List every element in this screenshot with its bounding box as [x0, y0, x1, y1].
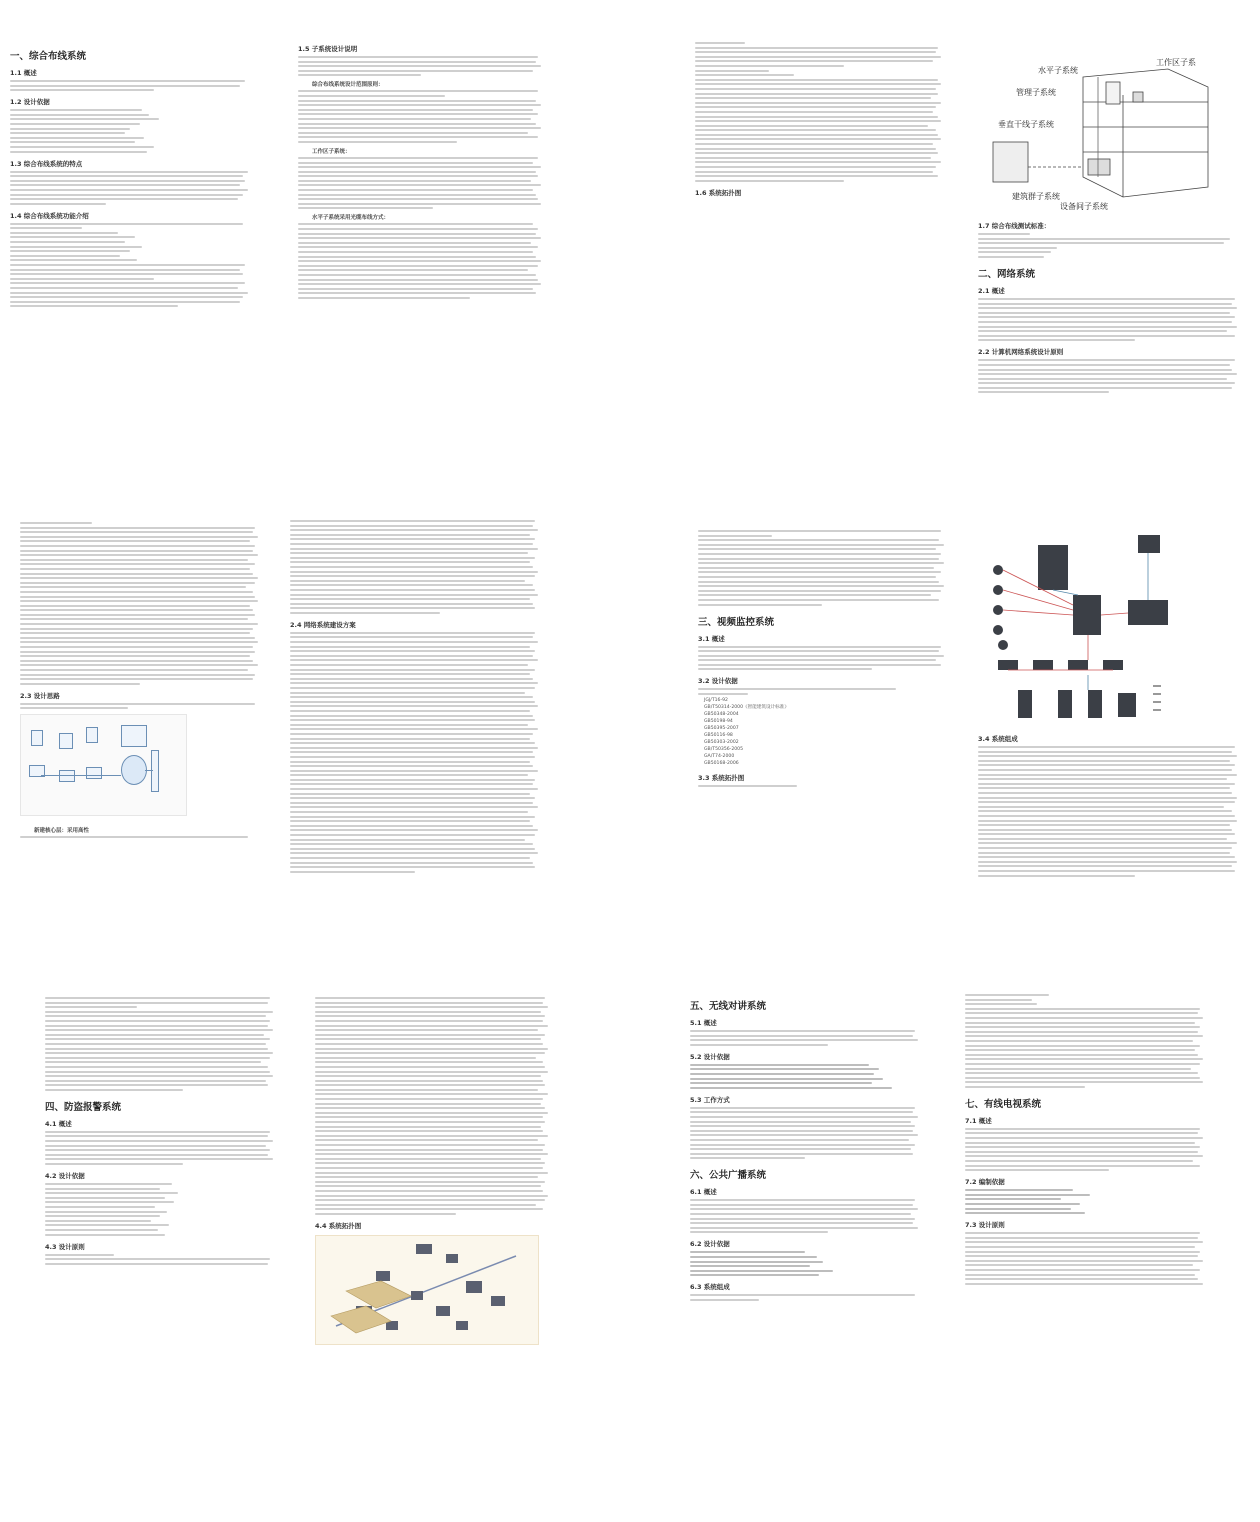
paragraph — [298, 90, 543, 143]
paragraph — [965, 994, 1205, 1088]
list-item: GB/T50356-2005 — [704, 747, 744, 753]
section-title: 三、视频监控系统 — [698, 616, 775, 628]
section-heading: 1.3 综合布线系统的特点 — [10, 159, 83, 168]
section-heading: 1.6 系统拓扑图 — [695, 188, 742, 197]
section-title: 五、无线对讲系统 — [690, 1001, 767, 1012]
paragraph — [978, 298, 1240, 341]
page-9 — [45, 995, 275, 1268]
building-diagram-svg — [978, 47, 1233, 215]
surveillance-diagram-svg — [978, 525, 1198, 720]
paragraph — [298, 56, 543, 76]
paragraph — [978, 359, 1240, 393]
paragraph — [20, 522, 260, 685]
bullet-heading: 综合布线系统设计范围原则： — [312, 82, 384, 89]
diagram-label: 垂直干线子系统 — [998, 120, 1054, 129]
section-heading: 3.1 概述 — [698, 634, 725, 643]
diagram-label: 管理子系统 — [1016, 88, 1056, 97]
section-heading: 7.1 概述 — [965, 1116, 992, 1125]
section-title: 七、有线电视系统 — [965, 1098, 1042, 1110]
list-item: GB50303-2002 — [704, 740, 739, 746]
paragraph — [298, 157, 543, 210]
section-heading: 3.2 设计依据 — [698, 677, 738, 686]
page-1 — [10, 40, 250, 310]
paragraph — [20, 703, 260, 710]
paragraph — [965, 1232, 1205, 1285]
paragraph — [45, 1131, 275, 1165]
list-item: JGJ/T16-92 — [704, 698, 728, 704]
section-heading: 4.3 设计原则 — [45, 1242, 85, 1251]
switch-icon — [151, 750, 159, 792]
list-item: GA/T74-2000 — [704, 754, 735, 760]
client-icon — [59, 770, 75, 782]
page-11 — [690, 990, 920, 1304]
paragraph — [315, 997, 550, 1215]
paragraph — [10, 171, 250, 205]
page-2 — [298, 38, 543, 302]
paragraph — [965, 1189, 1205, 1214]
diagram-label: 建筑群子系统 — [1012, 192, 1060, 201]
list-item: GB50198-94 — [704, 719, 733, 725]
server-icon — [59, 733, 73, 749]
alarm-diagram-svg — [316, 1236, 538, 1344]
bullet-heading: 水平子系统采用光缆布线方式： — [312, 215, 390, 222]
section-heading: 2.3 设计思路 — [20, 691, 60, 700]
paragraph — [45, 997, 275, 1091]
client-icon — [86, 767, 102, 779]
page-8 — [978, 520, 1240, 880]
paragraph — [690, 1251, 920, 1276]
section-heading: 1.5 子系统设计说明 — [298, 45, 358, 53]
paragraph — [695, 42, 943, 182]
section-heading: 1.7 综合布线测试标准： — [978, 222, 1051, 230]
paragraph — [45, 1183, 275, 1236]
paragraph — [698, 530, 946, 606]
section-title: 二、网络系统 — [978, 268, 1036, 280]
network-diagram — [20, 714, 187, 816]
bullet-heading: 新建核心层：采用高性 — [34, 828, 90, 835]
paragraph — [690, 1030, 920, 1046]
section-heading: 2.1 概述 — [978, 286, 1005, 295]
paragraph — [290, 632, 540, 873]
paragraph — [690, 1294, 920, 1301]
list-item: GB50116-98 — [704, 733, 733, 739]
paragraph — [978, 233, 1240, 258]
section-title: 六、公共广播系统 — [690, 1170, 767, 1182]
alarm-topology-diagram — [315, 1235, 539, 1345]
section-heading: 5.1 概述 — [690, 1019, 717, 1027]
diagram-label: 工作区子系 — [1156, 58, 1196, 67]
paragraph — [698, 646, 946, 671]
section-title: 四、防盗报警系统 — [45, 1101, 122, 1113]
section-title: 一、综合布线系统 — [10, 51, 87, 62]
switch-icon — [121, 755, 147, 785]
section-heading: 2.4 网络系统建设方案 — [290, 620, 356, 629]
diagram-label: 设备间子系统 — [1060, 202, 1108, 211]
paragraph — [978, 746, 1240, 877]
server-icon — [31, 730, 43, 746]
section-heading: 6.2 设计依据 — [690, 1240, 730, 1249]
paragraph — [10, 223, 250, 308]
server-icon — [121, 725, 147, 747]
page-3 — [695, 40, 943, 200]
server-icon — [86, 727, 98, 743]
section-heading: 5.3 工作方式 — [690, 1095, 730, 1104]
paragraph — [298, 223, 543, 299]
list-item: GB50348-2004 — [704, 712, 739, 718]
list-item: GB/T50314-2000《智能建筑设计标准》 — [704, 705, 789, 711]
section-heading: 7.3 设计原则 — [965, 1221, 1005, 1230]
page-7 — [698, 528, 946, 790]
page-4 — [978, 42, 1240, 396]
page-10 — [315, 995, 550, 1350]
paragraph — [690, 1199, 920, 1233]
paragraph — [698, 688, 946, 695]
video-surveillance-diagram — [978, 525, 1198, 720]
section-heading: 7.2 编制依据 — [965, 1178, 1005, 1187]
paragraph — [965, 1128, 1205, 1171]
section-heading: 4.4 系统拓扑图 — [315, 1221, 362, 1230]
section-heading: 1.2 设计依据 — [10, 98, 50, 107]
section-heading: 1.4 综合布线系统功能介绍 — [10, 211, 89, 220]
section-heading: 2.2 计算机网络系统设计原则 — [978, 348, 1064, 357]
paragraph — [290, 520, 540, 614]
paragraph — [10, 109, 250, 152]
page-12 — [965, 992, 1205, 1288]
section-heading: 3.4 系统组成 — [978, 735, 1018, 743]
paragraph — [690, 1064, 920, 1089]
list-item: GB50395-2007 — [704, 726, 739, 732]
diagram-label: 水平子系统 — [1038, 66, 1078, 75]
section-heading: 5.2 设计依据 — [690, 1052, 730, 1061]
paragraph — [698, 785, 946, 787]
section-heading: 4.2 设计依据 — [45, 1172, 85, 1181]
section-heading: 6.3 系统组成 — [690, 1283, 730, 1292]
section-heading: 4.1 概述 — [45, 1119, 72, 1128]
list-item: GB50168-2006 — [704, 761, 739, 767]
paragraph — [45, 1254, 275, 1265]
building-cabling-diagram — [978, 47, 1233, 215]
section-heading: 1.1 概述 — [10, 69, 37, 77]
paragraph — [690, 1107, 920, 1160]
page-5 — [20, 520, 260, 841]
section-heading: 3.3 系统拓扑图 — [698, 774, 745, 783]
paragraph — [20, 836, 260, 838]
section-heading: 6.1 概述 — [690, 1188, 717, 1197]
page-6 — [290, 518, 540, 876]
paragraph — [10, 80, 250, 91]
bullet-heading: 工作区子系统： — [312, 148, 351, 155]
